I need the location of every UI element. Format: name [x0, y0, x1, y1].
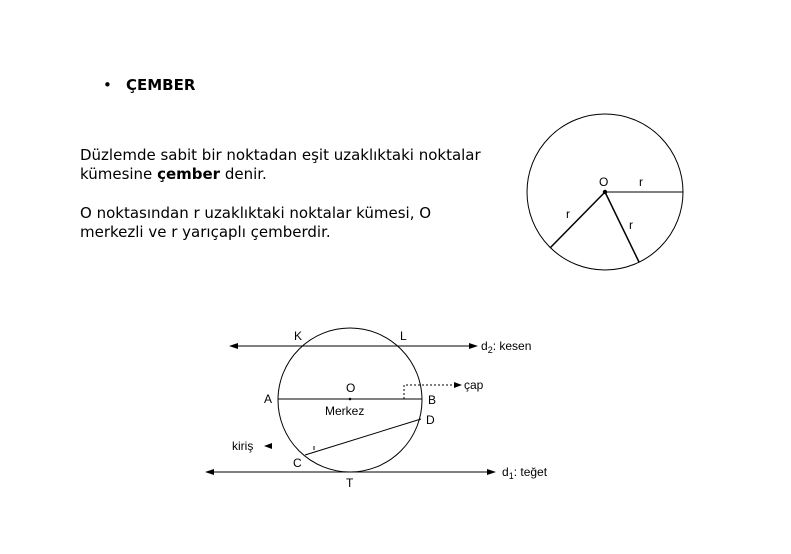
radius-label: r [629, 218, 633, 232]
point-label-b: B [428, 393, 437, 407]
radius-line-left [550, 192, 605, 248]
explanation-line-1: O noktasından r uzaklıktaki noktalar kümesi, O [80, 204, 432, 222]
tangent-label: $d_1$: teğet [502, 465, 548, 481]
tangent-arrow-left [205, 469, 214, 475]
chord-line [305, 419, 421, 455]
center-caption: Merkez [325, 404, 365, 418]
explanation-line-2: merkezli ve r yarıçaplı çemberdir. [80, 223, 331, 241]
radius-line-bottom [605, 192, 639, 262]
diameter-label: çap [464, 378, 484, 392]
center-label: O [599, 175, 609, 189]
secant-label: $d_2$: kesen [481, 339, 532, 355]
bullet: • [103, 76, 112, 94]
radius-label: r [566, 207, 570, 221]
point-label-k: K [294, 329, 303, 343]
tangent-arrow-right [487, 469, 496, 475]
radius-circle-figure [527, 114, 683, 270]
point-label-l: L [400, 329, 407, 343]
chord-label: kiriş [232, 439, 254, 453]
diameter-pointer-arrow [454, 382, 462, 388]
secant-arrow-right [469, 343, 478, 349]
point-label-t: T [346, 476, 354, 490]
section-title: ÇEMBER [126, 76, 196, 94]
definition-term: çember [157, 165, 221, 183]
chord-pointer-arrow [264, 443, 272, 449]
point-label-o: O [346, 381, 356, 395]
radius-label: r [639, 175, 643, 189]
definition-line-1: Düzlemde sabit bir noktadan eşit uzaklıktaki noktalar [80, 146, 481, 164]
point-label-c: C [293, 456, 302, 470]
center-dot [349, 398, 352, 401]
definition-line-2-post: denir. [220, 165, 267, 183]
secant-arrow-left [229, 343, 238, 349]
point-label-d: D [426, 413, 435, 427]
point-label-a: A [264, 392, 273, 406]
circle-elements-diagram [205, 328, 548, 490]
definition-line-2-pre: kümesine [80, 165, 158, 183]
